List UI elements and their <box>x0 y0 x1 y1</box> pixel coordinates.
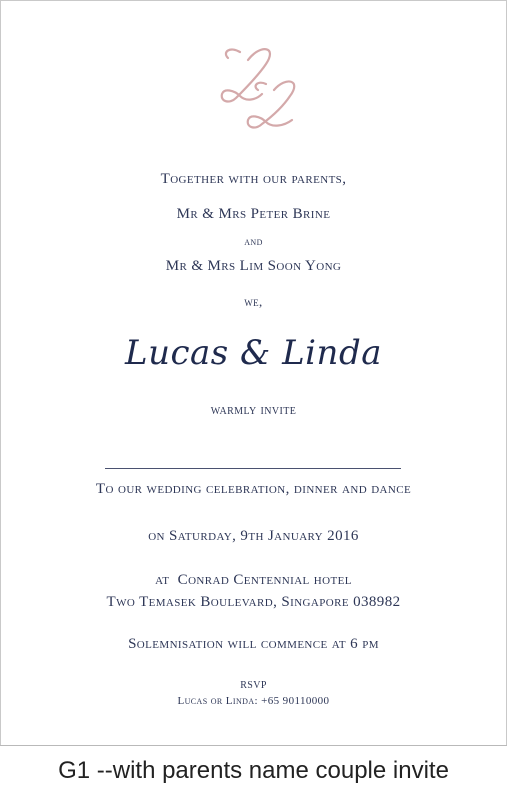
warmly-invite: warmly invite <box>210 403 297 418</box>
groom-parents: Mr & Mrs Peter Brine <box>176 206 331 222</box>
address-line: Two Temasek Boulevard, Singapore 038982 <box>106 594 401 610</box>
caption: G1 --with parents name couple invite <box>58 757 449 784</box>
caption-rule <box>0 745 507 746</box>
intro-line: Together with our parents, <box>160 171 347 187</box>
solemnisation-line: Solemnisation will commence at 6 pm <box>128 636 379 652</box>
monogram-logo <box>200 38 310 138</box>
divider <box>105 468 401 469</box>
couple-names: Lucas & Linda <box>124 333 382 373</box>
we-text: we, <box>244 294 263 309</box>
rsvp-label: RSVP <box>240 680 267 691</box>
venue-line: at Conrad Centennial hotel <box>155 572 352 588</box>
celebration-line: To our wedding celebration, dinner and dance <box>95 481 412 497</box>
bride-parents: Mr & Mrs Lim Soon Yong <box>165 258 342 274</box>
date-line: on Saturday, 9th January 2016 <box>148 528 359 544</box>
and-text: and <box>244 236 263 248</box>
rsvp-contact: Lucas or Linda: +65 90110000 <box>177 695 330 707</box>
